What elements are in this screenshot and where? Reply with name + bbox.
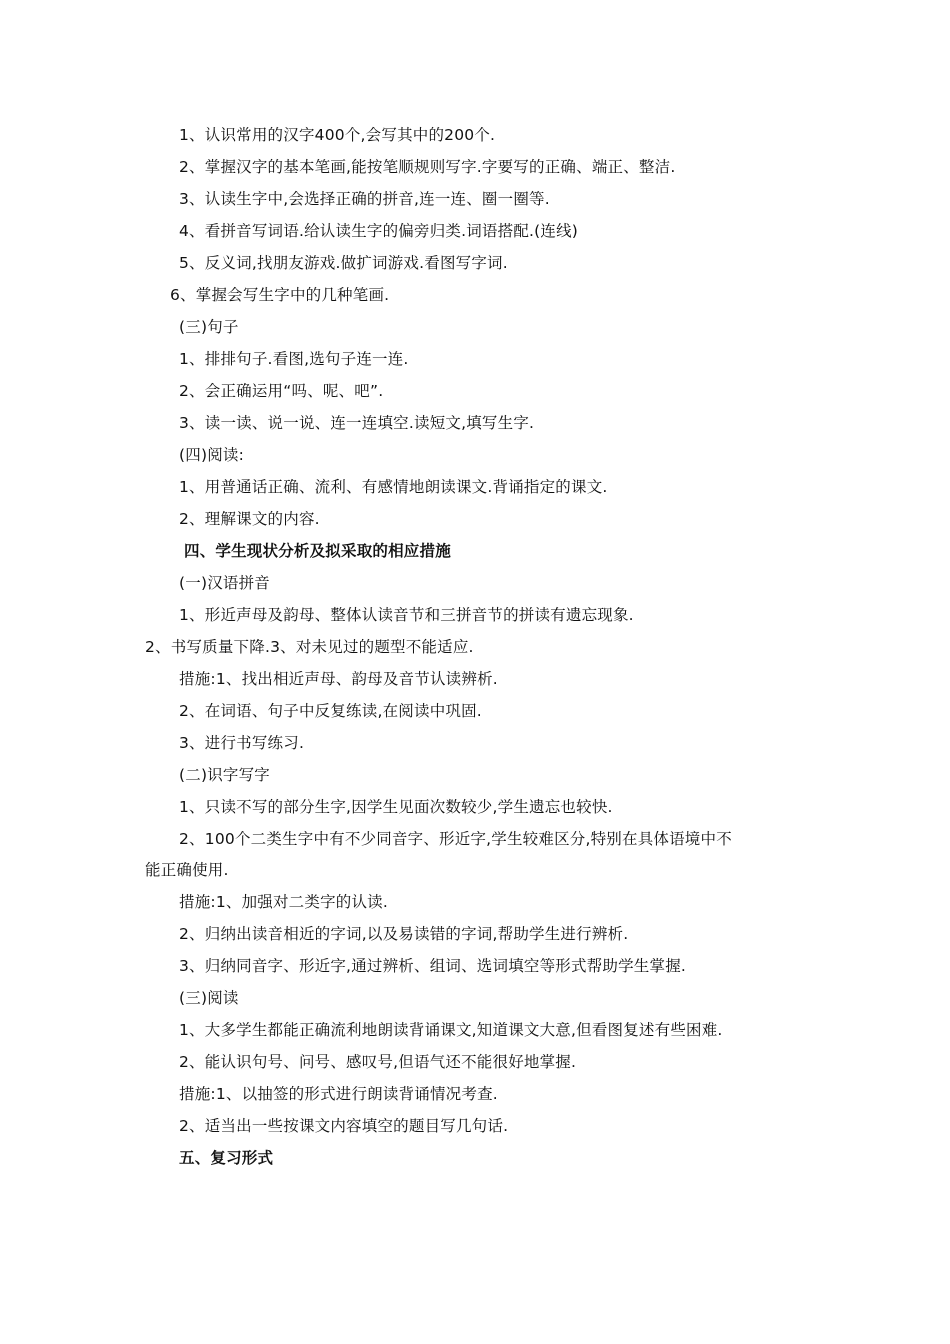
text-line: 措施:1、以抽签的形式进行朗读背诵情况考查.: [179, 1085, 498, 1103]
text-line: 6、掌握会写生字中的几种笔画.: [170, 286, 390, 304]
section-heading: 五、复习形式: [179, 1149, 274, 1167]
text-line: 2、归纳出读音相近的字词,以及易读错的字词,帮助学生进行辨析.: [179, 925, 629, 943]
section-subheading: (四)阅读:: [179, 446, 245, 464]
text-line: 1、用普通话正确、流利、有感情地朗读课文.背诵指定的课文.: [179, 478, 608, 496]
text-line: 1、形近声母及韵母、整体认读音节和三拼音节的拼读有遗忘现象.: [179, 606, 634, 624]
section-heading: 四、学生现状分析及拟采取的相应措施: [184, 542, 451, 560]
text-line: 3、进行书写练习.: [179, 734, 305, 752]
text-line: 1、只读不写的部分生字,因学生见面次数较少,学生遗忘也较快.: [179, 798, 613, 816]
text-line: 3、读一读、说一说、连一连填空.读短文,填写生字.: [179, 414, 535, 432]
text-line: 措施:1、加强对二类字的认读.: [179, 893, 389, 911]
text-line: 能正确使用.: [145, 861, 229, 879]
text-line: 2、书写质量下降.3、对未见过的题型不能适应.: [145, 638, 474, 656]
text-line: 2、100个二类生字中有不少同音字、形近字,学生较难区分,特别在具体语境中不: [179, 830, 732, 848]
text-line: 2、会正确运用“吗、呢、吧”.: [179, 382, 384, 400]
text-line: 2、理解课文的内容.: [179, 510, 320, 528]
section-subheading: (三)句子: [179, 318, 239, 336]
text-line: 2、掌握汉字的基本笔画,能按笔顺规则写字.字要写的正确、端正、整洁.: [179, 158, 676, 176]
text-line: 3、归纳同音字、形近字,通过辨析、组词、选词填空等形式帮助学生掌握.: [179, 957, 687, 975]
text-line: 2、适当出一些按课文内容填空的题目写几句话.: [179, 1117, 509, 1135]
text-line: 5、反义词,找朋友游戏.做扩词游戏.看图写字词.: [179, 254, 508, 272]
section-subheading: (一)汉语拼音: [179, 574, 270, 592]
text-line: 2、在词语、句子中反复练读,在阅读中巩固.: [179, 702, 482, 720]
section-subheading: (三)阅读: [179, 989, 239, 1007]
text-line: 1、排排句子.看图,选句子连一连.: [179, 350, 409, 368]
text-line: 措施:1、找出相近声母、韵母及音节认读辨析.: [179, 670, 498, 688]
text-line: 3、认读生字中,会选择正确的拼音,连一连、圈一圈等.: [179, 190, 550, 208]
section-subheading: (二)识字写字: [179, 766, 270, 784]
text-line: 1、大多学生都能正确流利地朗读背诵课文,知道课文大意,但看图复述有些困难.: [179, 1021, 723, 1039]
text-line: 1、认识常用的汉字400个,会写其中的200个.: [179, 126, 496, 144]
text-line: 4、看拼音写词语.给认读生字的偏旁归类.词语搭配.(连线): [179, 222, 579, 240]
text-line: 2、能认识句号、问号、感叹号,但语气还不能很好地掌握.: [179, 1053, 577, 1071]
